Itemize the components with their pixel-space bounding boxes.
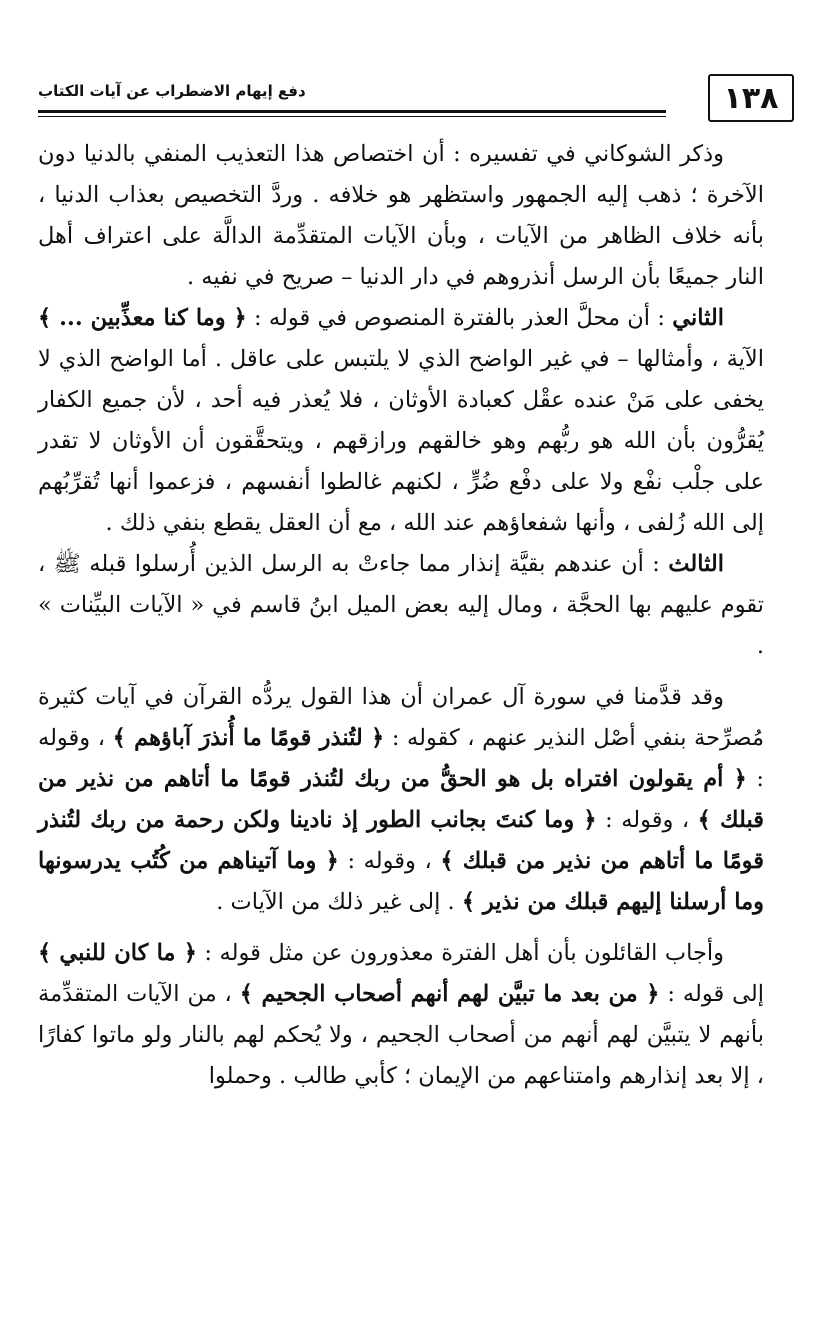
header-rule [38,110,666,113]
bold-text: ﴿ ما كان للنبي ﴾ [38,940,197,966]
paragraph [38,134,764,298]
text-run: وقد قدَّمنا في سورة آل عمران أن هذا القول يردُّه القرآن في آيات كثيرة مُصرِّحة بنفي أصْل النذير عنهم ، كقوله : [38,684,764,751]
text-run: الآية ، وأمثالها – في غير الواضح الذي لا يلتبس على عاقل . أما الواضح الذي لا يخفى على مَنْ عنده عقْل كعبادة الأوثان ، فلا يُعذر فيه أحد ، لأن جميع الكفار يُقرُّون بأن الله هو ربُّهم وهو خالقهم ورازقهم ، ويتحقَّقون أن الأوثان لا تقدر على جلْب نفْع ولا على دفْع ضُرٍّ ، لكنهم غالطوا أنفسهم ، فزعموا أنها تُقرِّبُهم إلى الله زُلفى ، وأنها شفعاؤهم عند الله ، مع أن العقل يقطع بنفي ذلك . [38,346,764,536]
bold-text: الثالث [668,551,724,577]
bold-text: الثاني [672,305,725,331]
bold-text: ﴿ وما آتيناهم من كُتُب يدرسونها وما أرسلنا إليهم قبلك من نذير ﴾ [38,848,764,915]
page-number: ١٣٨ [708,74,794,122]
page-header [38,68,779,122]
header-rule-thin [38,116,666,117]
paragraph [38,933,764,1097]
paragraph [38,544,764,667]
paragraph [38,677,764,923]
bold-text: ﴿ وما كنا معذِّبين ... ﴾ [38,305,247,331]
bold-text: ﴿ وما كنتَ بجانب الطور إذ نادينا ولكن رحمة من ربك لتُنذر قومًا ما أتاهم من نذير من قبلك ﴾ [38,807,765,874]
text-run: ، وقوله : [338,848,441,874]
text-run: : أن محلَّ العذر بالفترة المنصوص في قوله : [246,305,673,331]
paragraph [38,298,764,544]
text-run: ، من الآيات المتقدِّمة بأنهم لا يتبيَّن لهم أنهم من أصحاب الجحيم ، ولا يُحكم لهم بالنار ولو ماتوا كفارًا ، إلا بعد إنذارهم وامتناعهم من الإيمان ؛ كأبي طالب . وحملوا [38,981,764,1089]
bold-text: ﴿ من بعد ما تبيَّن لهم أنهم أصحاب الجحيم ﴾ [239,981,660,1007]
text-run: ، وقوله : [596,807,698,833]
text-run: وأجاب القائلون بأن أهل الفترة معذورون عن مثل قوله : [196,940,724,966]
text-run: وذكر الشوكاني في تفسيره : أن اختصاص هذا التعذيب المنفي بالدنيا دون الآخرة ؛ ذهب إليه الجمهور واستظهر هو خلافه . وردَّ التخصيص بعذاب الدنيا ، بأنه خلاف الظاهر من الآيات ، وبأن الآيات المتقدِّمة الدالَّة على اعتراف أهل النار جميعًا بأن الرسل أنذروهم في دار الدنيا – صريح في نفيه . [38,141,764,290]
text-run: : أن عندهم بقيَّة إنذار مما جاءتْ به الرسل الذين أُرسلوا قبله ﷺ ، تقوم عليهم بها الحجَّة ، ومال إليه بعض الميل ابنُ قاسم في « الآيات البيِّنات » . [38,551,764,659]
text-run: . إلى غير ذلك من الآيات . [216,889,462,915]
bold-text: ﴿ أم يقولون افتراه بل هو الحقُّ من ربك لتُنذر قومًا ما أتاهم من نذير من قبلك ﴾ [38,766,764,833]
body-text [38,134,764,1097]
text-run: ، وقوله : [38,725,765,792]
running-title: دفع إيهام الاضطراب عن آيات الكتاب [38,82,306,100]
bold-text: ﴿ لتُنذر قومًا ما أُنذرَ آباؤهم ﴾ [112,725,385,751]
text-run: إلى قوله : [659,981,764,1007]
